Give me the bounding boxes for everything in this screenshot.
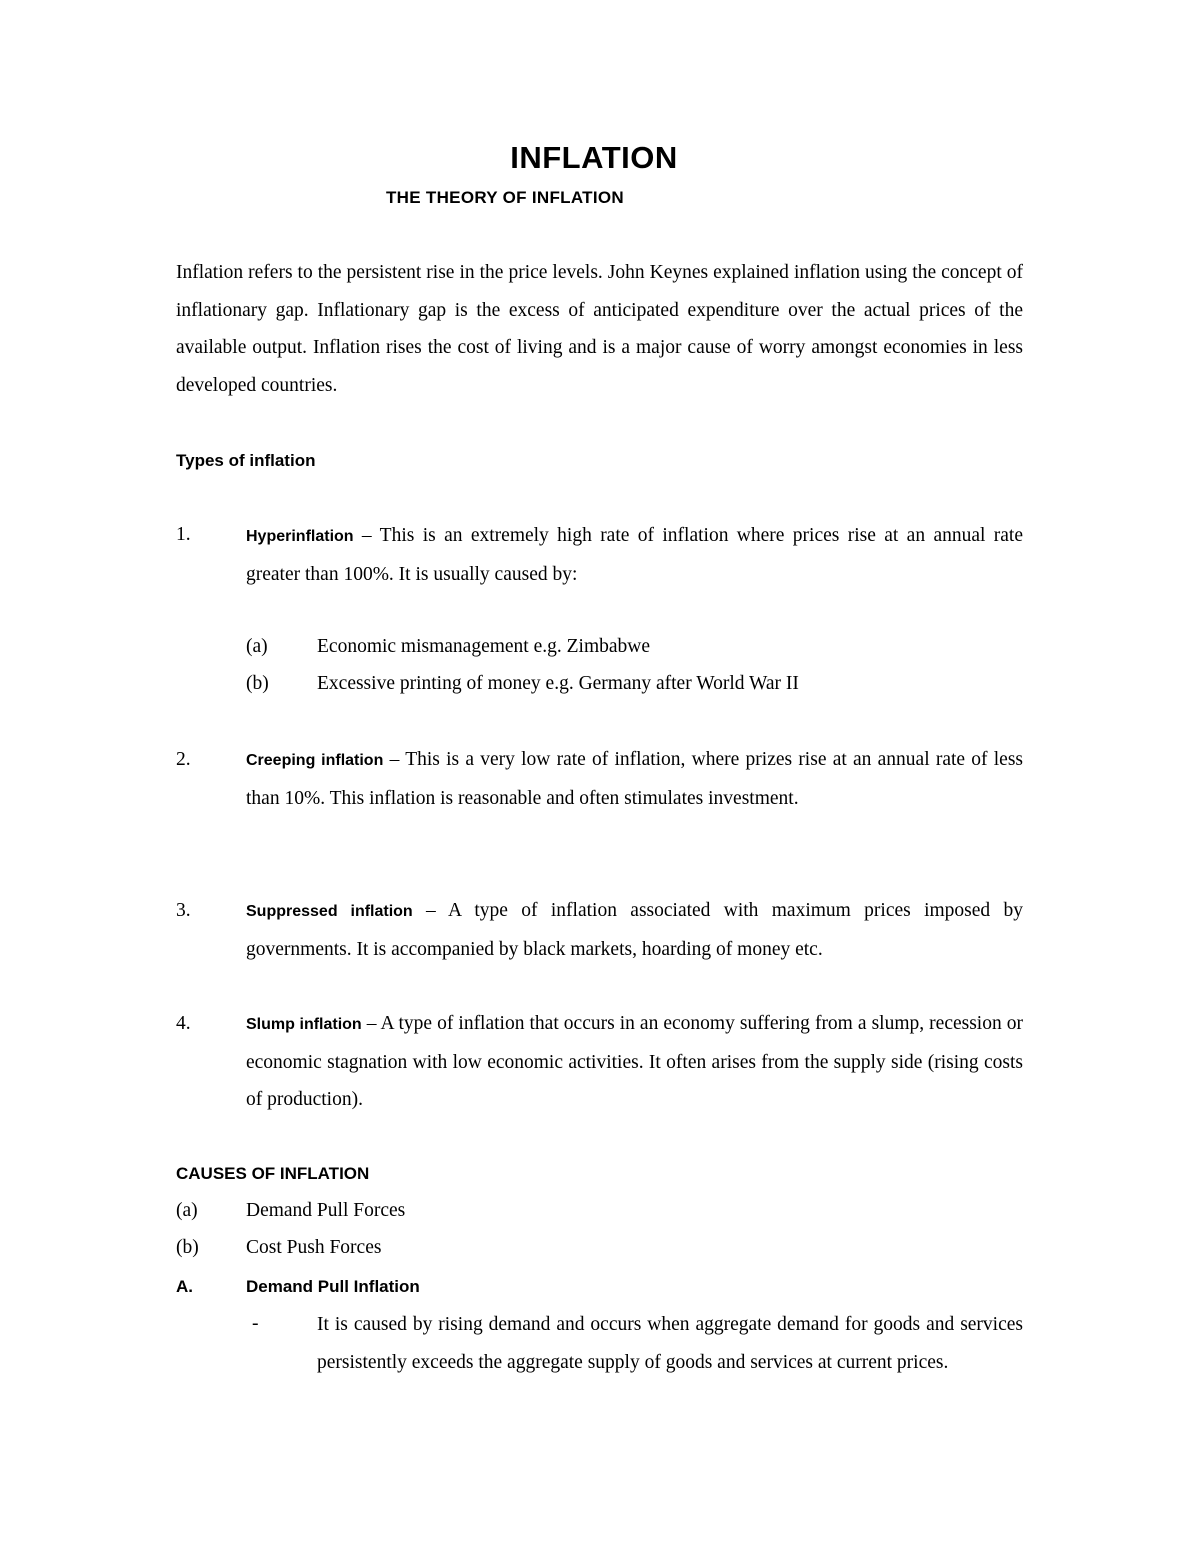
type-description: – This is an extremely high rate of inflation where prices rise at an annual rate greater than 100%. It is usually caused by:: [246, 525, 1023, 585]
cause-label: (b): [176, 1237, 199, 1258]
type-item-creeping: [246, 741, 1023, 817]
type-item-hyperinflation: [246, 517, 1023, 593]
type-number: 4.: [176, 1013, 191, 1034]
type-term: Creeping inflation: [246, 752, 384, 769]
type-item-suppressed: [246, 892, 1023, 968]
cause-text: Demand Pull Forces: [246, 1200, 406, 1221]
subitem-text: Economic mismanagement e.g. Zimbabwe: [317, 636, 651, 657]
type-term: Slump inflation: [246, 1016, 362, 1033]
causes-heading: CAUSES OF INFLATION: [176, 1164, 370, 1183]
types-heading: Types of inflation: [176, 451, 316, 470]
document-title: INFLATION: [510, 140, 678, 175]
intro-paragraph: Inflation refers to the persistent rise in the price levels. John Keynes explained inflation using the concept of inflationary gap. Inflationary gap is the excess of anticipated expenditure over the actual prices of the available output. Inflation rises the cost of living and is a major cause of worry amongst economies in less developed countries.: [176, 262, 1023, 396]
subitem-label: (b): [246, 673, 269, 694]
subitem-text: Excessive printing of money e.g. Germany after World War II: [317, 673, 799, 694]
bullet-dash: -: [252, 1313, 259, 1334]
type-description: – A type of inflation that occurs in an economy suffering from a slump, recession or economic stagnation with low economic activities. It often arises from the supply side (rising costs of production).: [246, 1013, 1024, 1110]
cause-label: (a): [176, 1200, 198, 1221]
section-a-heading: Demand Pull Inflation: [246, 1277, 420, 1296]
document-subtitle: THE THEORY OF INFLATION: [386, 188, 624, 207]
cause-text: Cost Push Forces: [246, 1237, 382, 1258]
type-number: 2.: [176, 749, 191, 770]
type-term: Suppressed inflation: [246, 903, 413, 920]
section-a-label: A.: [176, 1277, 193, 1296]
section-a-text: It is caused by rising demand and occurs when aggregate demand for goods and services persistently exceeds the aggregate supply of goods and services at current prices.: [317, 1314, 1023, 1373]
type-term: Hyperinflation: [246, 528, 354, 545]
type-description: – This is a very low rate of inflation, where prizes rise at an annual rate of less than 10%. This inflation is reasonable and often stimulates investment.: [246, 749, 1024, 809]
type-number: 3.: [176, 900, 191, 921]
type-description: – A type of inflation associated with maximum prices imposed by governments. It is accompanied by black markets, hoarding of money etc.: [246, 900, 1023, 960]
subitem-label: (a): [246, 636, 268, 657]
type-number: 1.: [176, 524, 191, 545]
type-item-slump: [246, 1005, 1023, 1119]
